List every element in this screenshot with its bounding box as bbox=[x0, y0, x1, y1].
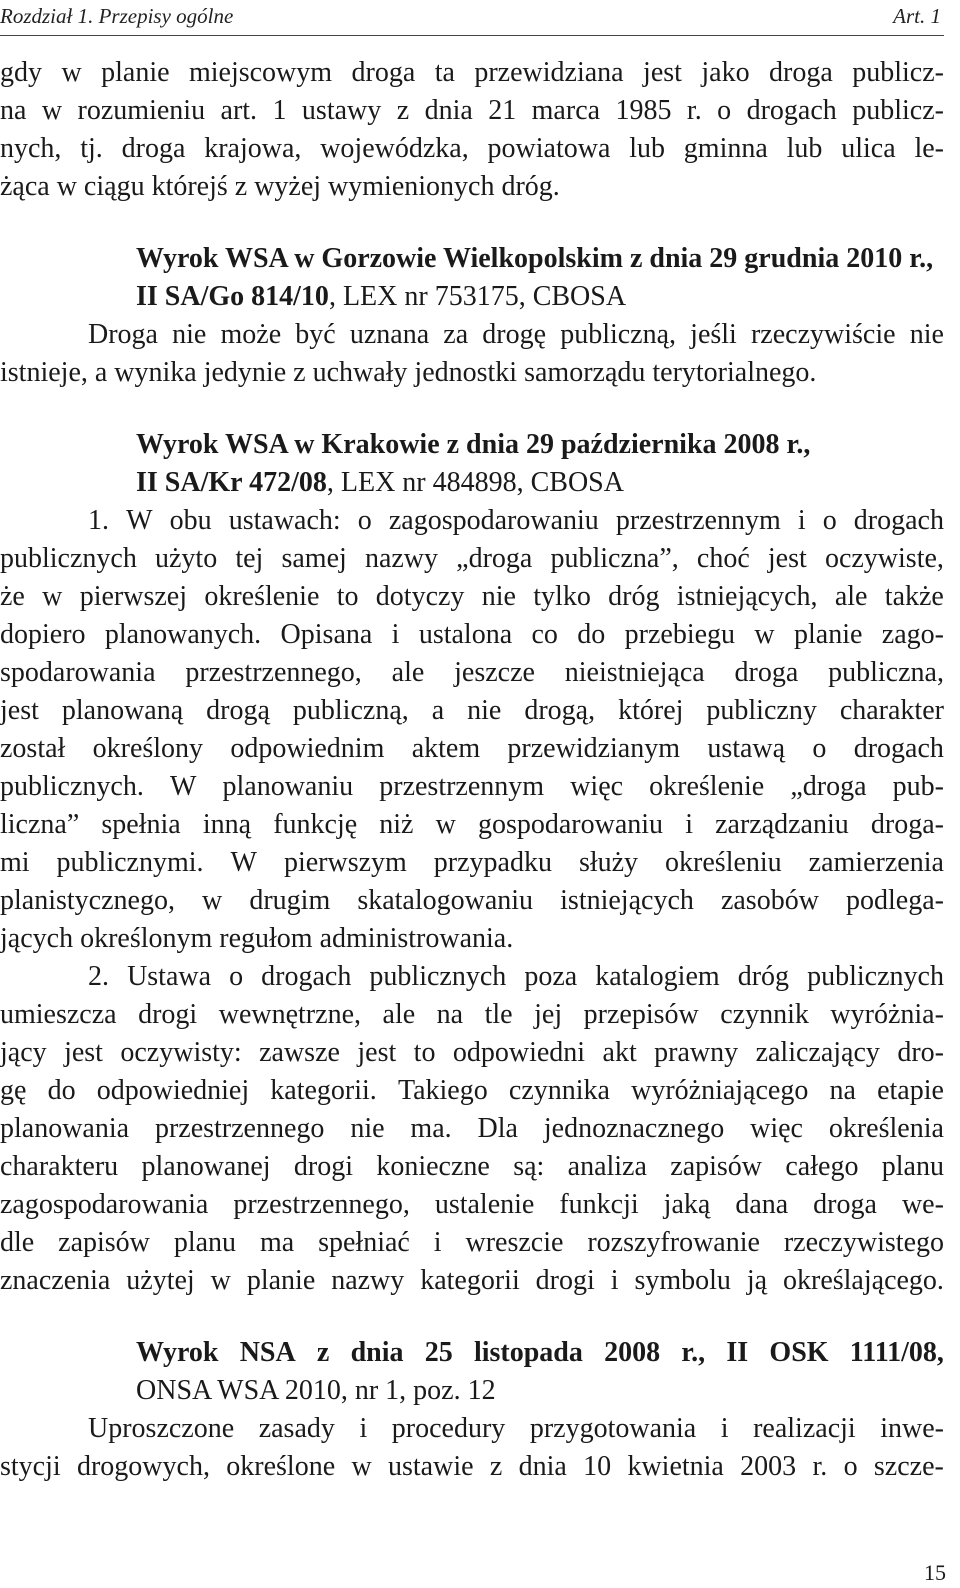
text-line: zagospodarowania przestrzennego, ustalenie funkcji jaką dana droga we- bbox=[0, 1189, 944, 1220]
page-number: 15 bbox=[924, 1560, 946, 1585]
text-line: istnieje, a wynika jedynie z uchwały jednostki samorządu terytorialnego. bbox=[0, 357, 817, 388]
text-line: umieszcza drogi wewnętrzne, ale na tle jej przepisów czynnik wyróżnia- bbox=[0, 999, 944, 1030]
text-line: mi publicznymi. W pierwszym przypadku służy określeniu zamierzenia bbox=[0, 847, 944, 878]
text-line: dopiero planowanych. Opisana i ustalona co do przebiegu w planie zago- bbox=[0, 619, 944, 650]
header-rule bbox=[0, 35, 944, 36]
text-line: jący jest oczywisty: zawsze jest to odpowiedni akt prawny zaliczający dro- bbox=[0, 1037, 944, 1068]
text-line: charakteru planowanej drogi konieczne są: analiza zapisów całego planu bbox=[0, 1151, 944, 1182]
text-line: jących określonym regułom administrowania. bbox=[0, 923, 514, 954]
text-line: gę do odpowiedniej kategorii. Takiego czynnika wyróżniającego na etapie bbox=[0, 1075, 944, 1106]
text-line: planistycznego, w drugim skatalogowaniu istniejących zasobów podlega- bbox=[0, 885, 944, 916]
text-line: że w pierwszej określenie to dotyczy nie tylko dróg istniejących, ale także bbox=[0, 581, 944, 612]
text-line: na w rozumieniu art. 1 ustawy z dnia 21 marca 1985 r. o drogach publicz- bbox=[0, 95, 944, 126]
text-line bbox=[0, 464, 944, 502]
text-line: Wyrok WSA w Krakowie z dnia 29 października 2008 r., bbox=[136, 429, 811, 460]
text-line: publicznych użyto tej samej nazwy „droga publiczna”, choć jest oczywiste, bbox=[0, 543, 944, 574]
text-line: Wyrok NSA z dnia 25 listopada 2008 r., II OSK 1111/08, bbox=[136, 1337, 944, 1368]
text-line: jest planowaną drogą publiczną, a nie drogą, której publiczny charakter bbox=[0, 695, 944, 726]
paragraph-gap bbox=[0, 206, 944, 240]
case-signature: II SA/Kr 472/08 bbox=[136, 467, 327, 498]
page-body bbox=[0, 54, 944, 1486]
chapter-title: Rozdział 1. Przepisy ogólne bbox=[0, 4, 234, 28]
article-label: Art. 1 bbox=[893, 4, 941, 28]
text-line: został określony odpowiednim aktem przewidzianym ustawą o drogach bbox=[0, 733, 944, 764]
paragraph-gap bbox=[0, 1300, 944, 1334]
text-line: dle zapisów planu ma spełniać i wreszcie rozszyfrowanie rzeczywistego bbox=[0, 1227, 944, 1258]
text-line: gdy w planie miejscowym droga ta przewidziana jest jako droga publicz- bbox=[0, 57, 944, 88]
text-line: znaczenia użytej w planie nazwy kategorii drogi i symbolu ją określającego. bbox=[0, 1265, 944, 1296]
text-line: planowania przestrzennego nie ma. Dla jednoznacznego więc określenia bbox=[0, 1113, 944, 1144]
text-line: Droga nie może być uznana za drogę publiczną, jeśli rzeczywiście nie bbox=[88, 319, 944, 350]
text-line: stycji drogowych, określone w ustawie z dnia 10 kwietnia 2003 r. o szcze- bbox=[0, 1451, 944, 1482]
text-line: 1. W obu ustawach: o zagospodarowaniu przestrzennym i o drogach bbox=[88, 505, 944, 536]
text-line: Uproszczone zasady i procedury przygotowania i realizacji inwe- bbox=[88, 1413, 944, 1444]
text-line bbox=[0, 278, 944, 316]
paragraph-gap bbox=[0, 392, 944, 426]
text-line: spodarowania przestrzennego, ale jeszcze nieistniejąca droga publiczna, bbox=[0, 657, 944, 688]
text-line: 2. Ustawa o drogach publicznych poza katalogiem dróg publicznych bbox=[88, 961, 944, 992]
text-line: publicznych. W planowaniu przestrzennym więc określenie „droga pub- bbox=[0, 771, 944, 802]
running-header bbox=[0, 3, 957, 33]
citation-text: , LEX nr 753175, CBOSA bbox=[328, 281, 627, 312]
text-line: ONSA WSA 2010, nr 1, poz. 12 bbox=[136, 1375, 496, 1406]
text-line: nych, tj. droga krajowa, wojewódzka, powiatowa lub gminna lub ulica le- bbox=[0, 133, 944, 164]
text-line: Wyrok WSA w Gorzowie Wielkopolskim z dnia 29 grudnia 2010 r., bbox=[136, 243, 934, 274]
case-signature: II SA/Go 814/10 bbox=[136, 281, 329, 312]
text-line: liczna” spełnia inną funkcję niż w gospodarowaniu i zarządzaniu droga- bbox=[0, 809, 944, 840]
text-line: żąca w ciągu którejś z wyżej wymienionych dróg. bbox=[0, 171, 560, 202]
citation-text: , LEX nr 484898, CBOSA bbox=[326, 467, 624, 498]
